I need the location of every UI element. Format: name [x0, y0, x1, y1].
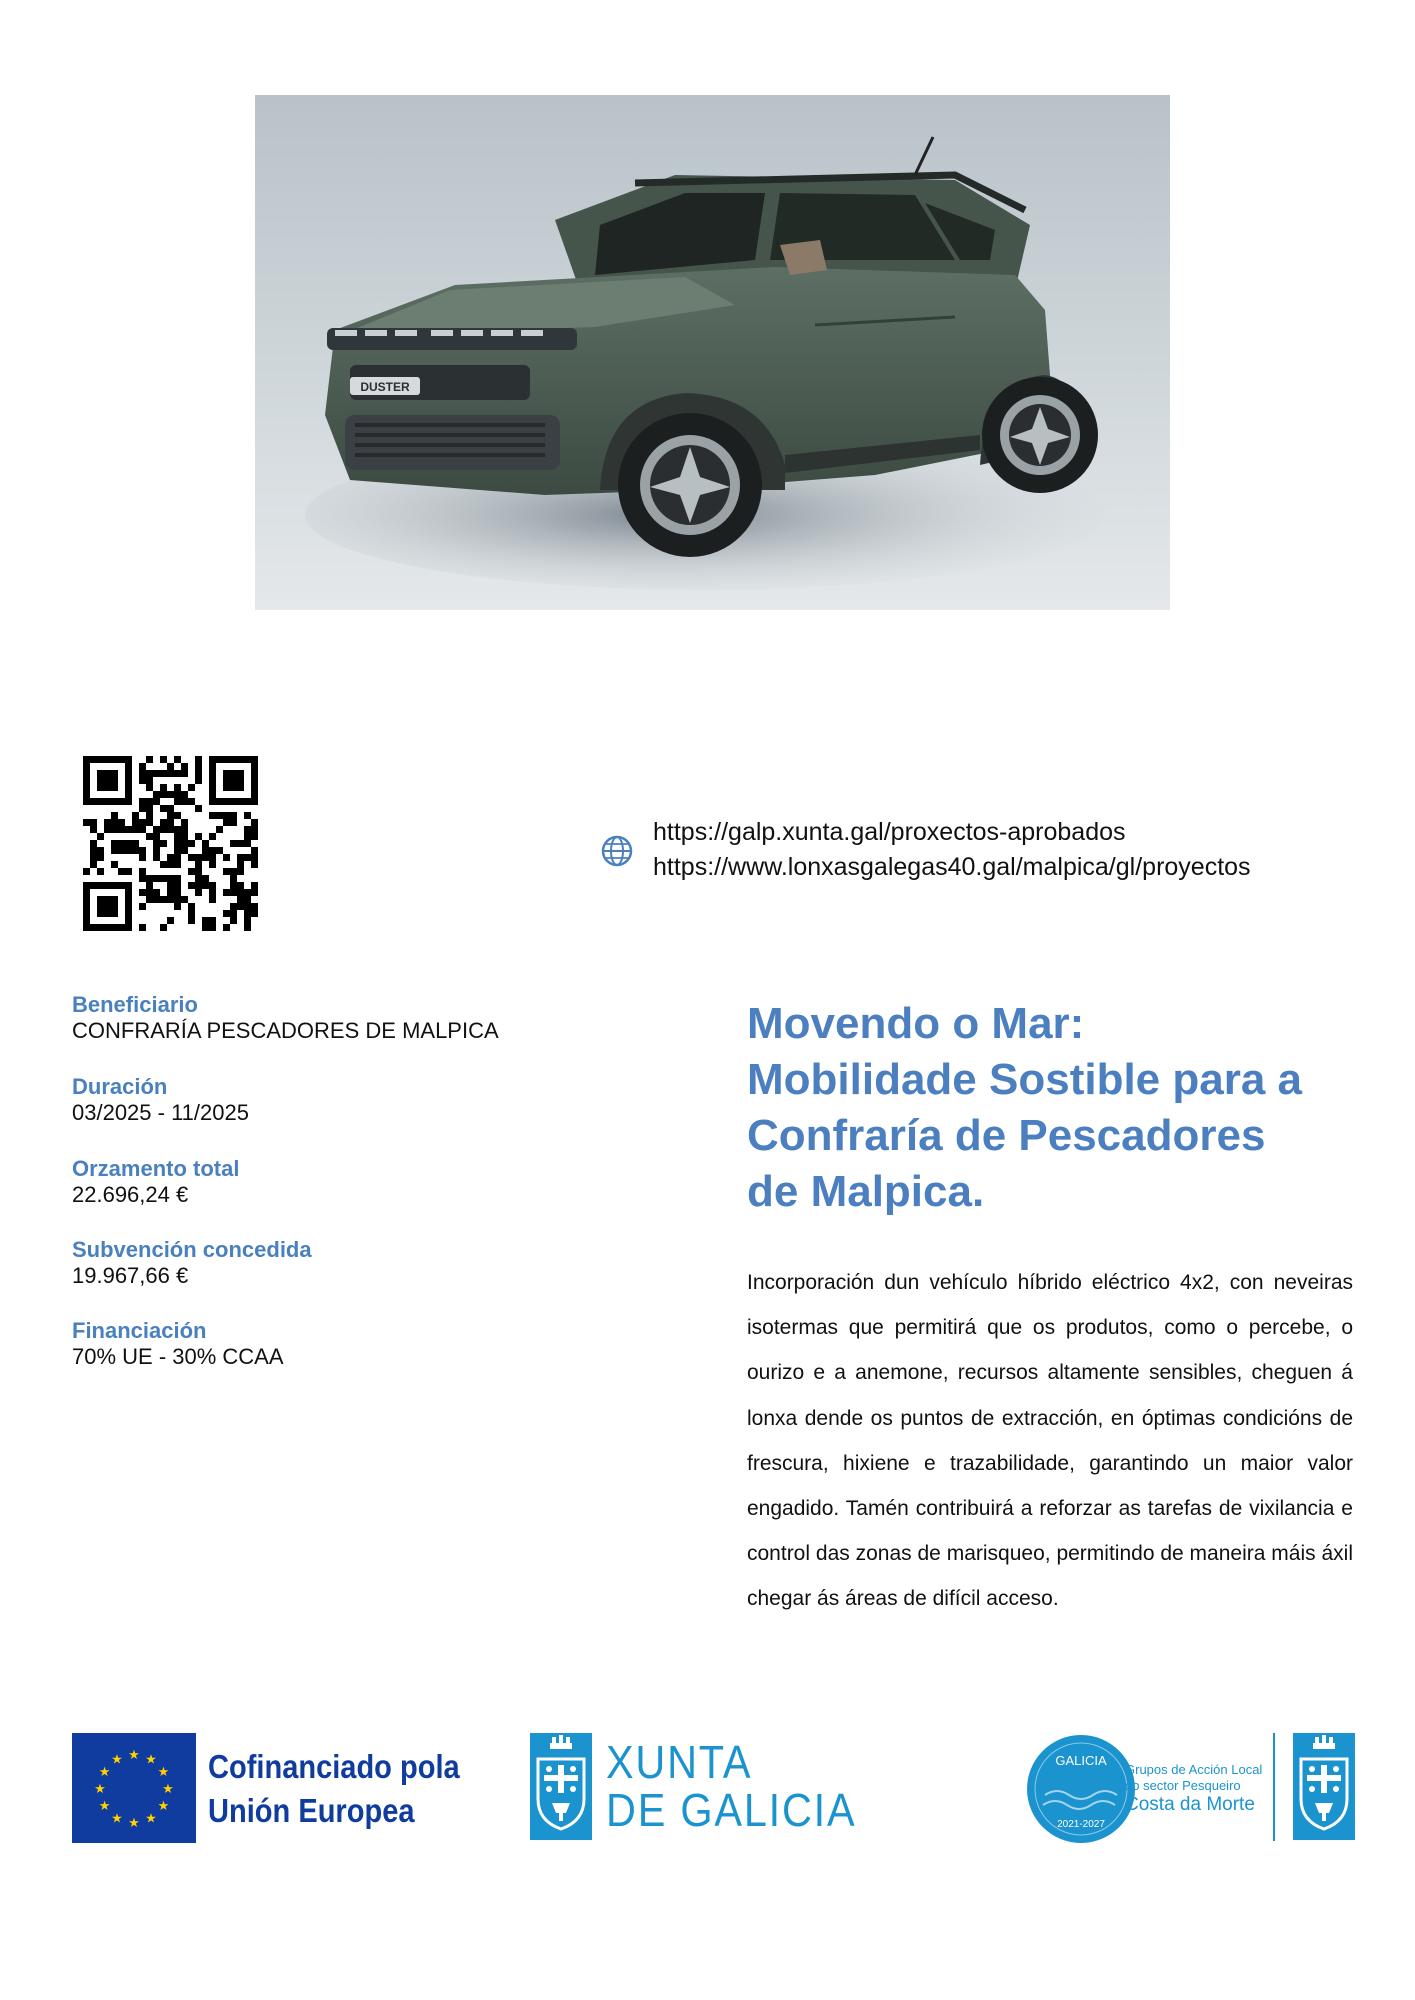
- duster-badge: DUSTER: [360, 380, 410, 394]
- galicia-shield-icon: [1293, 1733, 1355, 1840]
- title-line: Confraría de Pescadores: [747, 1111, 1266, 1160]
- eu-cofinancing-text: [208, 1745, 460, 1833]
- eu-star-icon: ★: [128, 1816, 140, 1831]
- eu-line1: Cofinanciado pola: [208, 1748, 460, 1785]
- hero-vehicle-photo: [255, 95, 1170, 610]
- globe-icon: [600, 834, 634, 868]
- title-line: Movendo o Mar:: [747, 999, 1085, 1048]
- galp-circle-logo: [1025, 1733, 1137, 1845]
- qr-code[interactable]: [83, 756, 258, 931]
- link-lonxas-malpica[interactable]: https://www.lonxasgalegas40.gal/malpica/gl/proyectos: [653, 853, 1251, 881]
- project-description: Incorporación dun vehículo híbrido eléctrico 4x2, con neveiras isotermas que permitirá que os produtos, como o percebe, o ourizo e a anemone, recursos altamente sensibles, cheguen á lonxa dende os puntos de extracción, en óptimas condicións de frescura, hixiene e trazabilidade, garantindo un maior valor engadido. Tamén contribuirá a reforzar as tarefas de vixilancia e control das zonas de marisqueo, permitindo de maneira máis áxil chegar ás áreas de difícil acceso.: [747, 1271, 1353, 1611]
- eu-star-icon: ★: [111, 1811, 123, 1827]
- xunta-shield-icon: [530, 1733, 592, 1840]
- subsidy-value: 19.967,66 €: [72, 1263, 189, 1288]
- xunta-logo-text: [606, 1738, 856, 1834]
- project-title: [747, 996, 1367, 1220]
- link-galp-proxectos[interactable]: https://galp.xunta.gal/proxectos-aprobados: [653, 818, 1126, 846]
- galp-line1: Grupos de Acción Local: [1125, 1762, 1263, 1777]
- galp-line2: do sector Pesqueiro: [1125, 1778, 1241, 1793]
- galp-circle-top-text: GALICIA: [1055, 1753, 1107, 1768]
- eu-star-icon: ★: [128, 1748, 140, 1763]
- eu-star-icon: ★: [145, 1811, 157, 1827]
- duration-label: Duración: [72, 1074, 168, 1099]
- galp-name: Costa da Morte: [1125, 1794, 1255, 1815]
- subsidy-label: Subvención concedida: [72, 1237, 312, 1262]
- footer-divider: [1273, 1733, 1275, 1841]
- eu-star-icon: ★: [157, 1765, 170, 1780]
- financing-value: 70% UE - 30% CCAA: [72, 1344, 284, 1369]
- eu-star-icon: ★: [98, 1765, 111, 1780]
- title-line: Mobilidade Sostible para a: [747, 1055, 1303, 1104]
- budget-label: Orzamento total: [72, 1156, 240, 1181]
- eu-star-icon: ★: [111, 1752, 123, 1768]
- eu-star-icon: ★: [162, 1782, 174, 1797]
- beneficiary-label: Beneficiario: [72, 992, 198, 1017]
- eu-star-icon: ★: [98, 1799, 111, 1814]
- galp-description: [1125, 1762, 1262, 1794]
- eu-star-icon: ★: [157, 1799, 170, 1814]
- eu-line2: Unión Europea: [208, 1792, 415, 1829]
- eu-star-icon: ★: [145, 1752, 157, 1768]
- title-line: de Malpica.: [747, 1167, 985, 1216]
- galp-circle-bottom-text: 2021-2027: [1057, 1819, 1105, 1830]
- eu-star-icon: ★: [94, 1782, 106, 1797]
- financing-label: Financiación: [72, 1318, 207, 1343]
- duration-value: 03/2025 - 11/2025: [72, 1100, 249, 1125]
- xunta-line1: XUNTA: [606, 1736, 753, 1788]
- xunta-line2: DE GALICIA: [606, 1784, 857, 1836]
- beneficiary-value: CONFRARÍA PESCADORES DE MALPICA: [72, 1018, 499, 1043]
- eu-flag-icon: [72, 1733, 196, 1843]
- budget-value: 22.696,24 €: [72, 1182, 189, 1207]
